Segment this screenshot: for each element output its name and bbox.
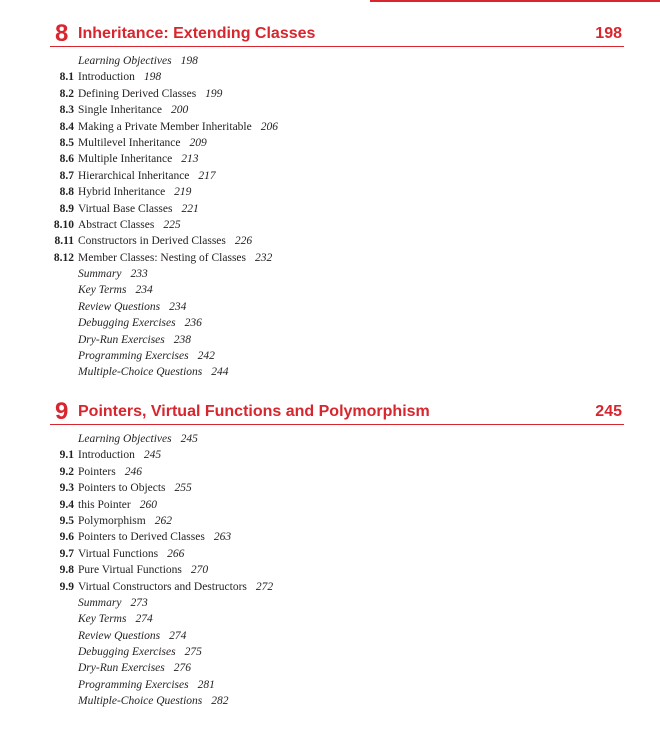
section-page: 236 (184, 317, 202, 330)
section-page: 198 (143, 71, 162, 84)
section-page: 242 (197, 350, 215, 363)
section-page: 276 (173, 662, 191, 675)
toc-entry (50, 119, 624, 135)
section-title-text: Multilevel Inheritance (78, 136, 181, 149)
section-page: 238 (173, 333, 191, 346)
section-page: 260 (139, 498, 157, 511)
toc-entry (50, 431, 624, 447)
section-title-text: Single Inheritance (78, 104, 162, 117)
section-number: 8.5 (59, 136, 74, 149)
section-title-text: Abstract Classes (78, 218, 155, 231)
section-number: 8.1 (59, 71, 74, 84)
section-title-text: Debugging Exercises (78, 317, 176, 330)
toc-entry (50, 69, 624, 85)
section-page: 245 (180, 433, 198, 445)
toc-entry (50, 53, 624, 69)
section-number: 8.10 (53, 218, 74, 231)
section-number: 8.11 (54, 235, 74, 248)
section-title-text: Introduction (78, 449, 135, 462)
section-title (78, 546, 184, 562)
toc-entry (50, 168, 624, 184)
toc-entry (50, 86, 624, 102)
chapter-header (50, 22, 624, 47)
section-title-text: Multiple Inheritance (78, 153, 173, 166)
section-title-text: Multiple-Choice Questions (78, 366, 203, 379)
section-title-text: Dry-Run Exercises (78, 333, 165, 346)
chapter-page: 198 (595, 25, 622, 42)
section-title-text: Debugging Exercises (78, 646, 176, 659)
section-number: 9.2 (59, 465, 74, 478)
section-page: 245 (143, 449, 162, 462)
toc-entry (50, 595, 624, 611)
section-page: 246 (124, 465, 142, 478)
chapter-number: 8 (55, 20, 69, 47)
section-page: 234 (135, 284, 153, 297)
toc-entry (50, 677, 624, 693)
section-number: 9.4 (59, 498, 74, 511)
section-title-text: Review Questions (78, 629, 161, 642)
section-page: 273 (130, 596, 148, 609)
section-page: 217 (198, 169, 216, 182)
section-title (78, 217, 181, 233)
section-title-text: Pointers (78, 465, 116, 478)
toc-entry (50, 513, 624, 529)
section-page: 266 (167, 547, 185, 560)
toc-entry (50, 250, 624, 266)
section-title (78, 644, 202, 660)
section-title (78, 102, 188, 118)
section-title (78, 250, 272, 266)
toc-entry (50, 480, 624, 496)
section-page: 219 (174, 186, 192, 199)
toc-entry (50, 315, 624, 331)
section-title-text: Constructors in Derived Classes (78, 235, 226, 248)
toc-entry (50, 233, 624, 249)
section-title (78, 677, 215, 693)
section-title (78, 69, 161, 85)
toc-entry (50, 217, 624, 233)
section-number: 8.3 (59, 104, 74, 117)
section-page: 244 (211, 366, 229, 379)
section-page: 221 (181, 202, 199, 215)
section-number: 8.9 (59, 202, 74, 215)
section-number: 9.5 (59, 514, 74, 527)
section-title-text: Pointers to Derived Classes (78, 531, 205, 544)
section-title (78, 266, 148, 282)
section-title (78, 332, 191, 348)
section-title-text: Summary (78, 268, 122, 281)
section-title-text: Defining Derived Classes (78, 87, 197, 100)
section-page: 200 (170, 104, 189, 117)
section-title-text: Key Terms (78, 284, 127, 297)
section-number: 9.8 (59, 564, 74, 577)
toc-entry (50, 102, 624, 118)
section-title (78, 595, 148, 611)
section-title-text: Key Terms (78, 613, 127, 626)
section-title-text: Virtual Base Classes (78, 202, 173, 215)
section-title-text: Learning Objectives (78, 55, 172, 67)
section-title-text: Virtual Functions (78, 547, 159, 560)
section-number: 9.7 (59, 547, 74, 560)
section-page: 225 (163, 218, 181, 231)
section-page: 282 (211, 695, 229, 708)
section-page: 274 (169, 629, 187, 642)
section-number: 9.1 (59, 449, 74, 462)
section-title (78, 348, 215, 364)
toc-entry (50, 546, 624, 562)
toc-entry (50, 135, 624, 151)
section-title-text: Dry-Run Exercises (78, 662, 165, 675)
section-title-text: Hybrid Inheritance (78, 186, 166, 199)
section-title (78, 693, 229, 709)
section-title-text: this Pointer (78, 498, 131, 511)
section-title (78, 529, 231, 545)
toc-entry (50, 184, 624, 200)
section-title (78, 431, 198, 447)
section-title-text: Programming Exercises (78, 678, 189, 691)
section-page: 213 (181, 153, 199, 166)
section-title (78, 53, 198, 69)
section-title (78, 579, 273, 595)
section-number: 9.6 (59, 531, 74, 544)
section-page: 262 (154, 514, 172, 527)
toc-entry (50, 299, 624, 315)
section-title (78, 201, 199, 217)
toc-entry (50, 611, 624, 627)
chapter-page: 245 (595, 403, 622, 420)
section-title-text: Pure Virtual Functions (78, 564, 182, 577)
section-title-text: Making a Private Member Inheritable (78, 120, 252, 133)
chapter-header (50, 400, 624, 425)
section-title (78, 513, 172, 529)
toc-entry (50, 628, 624, 644)
section-title (78, 299, 186, 315)
toc-entry (50, 579, 624, 595)
toc-entry (50, 266, 624, 282)
section-title (78, 233, 252, 249)
section-page: 199 (205, 87, 223, 100)
section-page: 233 (130, 268, 148, 281)
section-title (78, 168, 216, 184)
section-title-text: Hierarchical Inheritance (78, 169, 190, 182)
toc-list (50, 53, 624, 381)
section-title (78, 184, 191, 200)
toc-list (50, 431, 624, 710)
section-page: 234 (169, 300, 187, 313)
section-title (78, 611, 153, 627)
section-title (78, 480, 192, 496)
section-title-text: Member Classes: Nesting of Classes (78, 251, 247, 264)
section-title-text: Learning Objectives (78, 433, 172, 445)
section-number: 8.8 (59, 186, 74, 199)
section-page: 209 (189, 136, 207, 149)
section-title-text: Review Questions (78, 300, 161, 313)
section-title (78, 364, 229, 380)
toc-entry (50, 348, 624, 364)
toc-entry (50, 332, 624, 348)
section-title (78, 562, 208, 578)
section-number: 8.12 (53, 251, 74, 264)
toc-entry (50, 660, 624, 676)
toc-entry (50, 529, 624, 545)
section-number: 8.2 (59, 87, 74, 100)
section-page: 226 (234, 235, 253, 248)
section-page: 274 (135, 613, 153, 626)
section-title (78, 628, 186, 644)
section-number: 8.4 (59, 120, 74, 133)
section-page: 198 (180, 55, 198, 67)
toc-entry (50, 693, 624, 709)
top-accent-rule (370, 0, 660, 2)
toc-entry (50, 644, 624, 660)
section-title-text: Pointers to Objects (78, 482, 166, 495)
section-title-text: Summary (78, 596, 122, 609)
section-title (78, 135, 207, 151)
section-title (78, 497, 157, 513)
section-title-text: Multiple-Choice Questions (78, 695, 203, 708)
section-title (78, 464, 142, 480)
section-page: 272 (255, 580, 274, 593)
section-title (78, 151, 198, 167)
chapter-title: Pointers, Virtual Functions and Polymorphism (78, 403, 430, 420)
section-title (78, 447, 161, 463)
section-page: 275 (184, 646, 202, 659)
section-title-text: Introduction (78, 71, 135, 84)
section-title-text: Programming Exercises (78, 350, 189, 363)
toc-entry (50, 562, 624, 578)
section-page: 270 (190, 564, 209, 577)
section-page: 281 (197, 678, 215, 691)
chapter-title: Inheritance: Extending Classes (78, 25, 316, 42)
toc-entry (50, 464, 624, 480)
chapter-8 (50, 22, 624, 381)
section-title (78, 119, 278, 135)
section-number: 8.6 (59, 153, 74, 166)
section-number: 9.9 (59, 580, 74, 593)
section-number: 8.7 (59, 169, 74, 182)
toc-entry (50, 447, 624, 463)
section-title-text: Virtual Constructors and Destructors (78, 580, 247, 593)
section-title (78, 86, 222, 102)
section-page: 232 (255, 251, 273, 264)
toc-entry (50, 151, 624, 167)
toc-entry (50, 282, 624, 298)
section-title (78, 660, 191, 676)
toc-entry (50, 201, 624, 217)
toc-entry (50, 497, 624, 513)
section-title-text: Polymorphism (78, 514, 146, 527)
section-title (78, 315, 202, 331)
chapter-number: 9 (55, 398, 69, 425)
chapter-9 (50, 400, 624, 710)
section-page: 255 (174, 482, 192, 495)
section-page: 263 (213, 531, 232, 544)
section-title (78, 282, 153, 298)
section-number: 9.3 (59, 482, 74, 495)
section-page: 206 (260, 120, 278, 133)
toc-entry (50, 364, 624, 380)
